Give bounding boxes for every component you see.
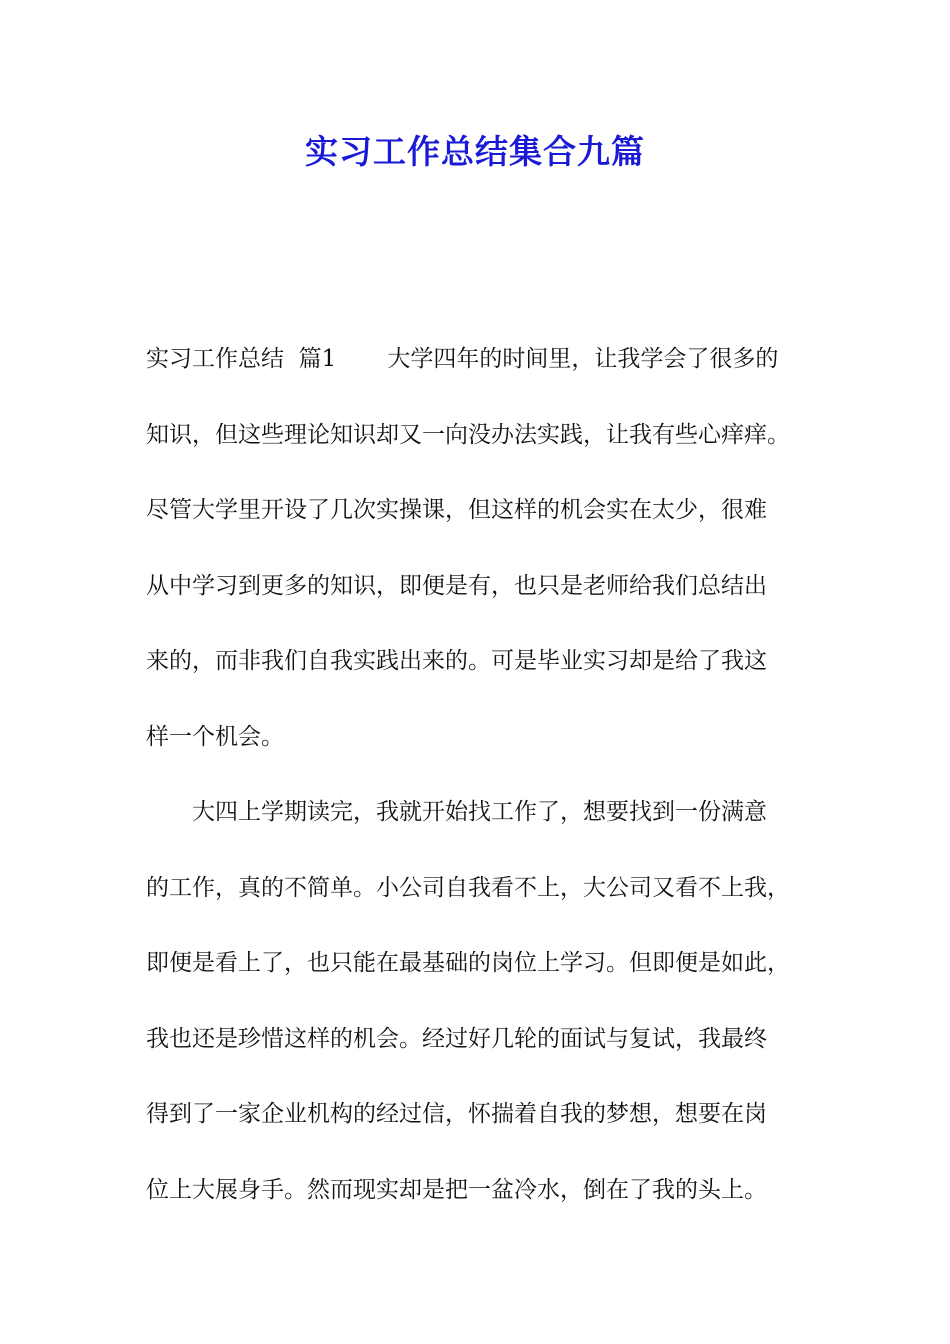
body-line: 位上大展身手。然而现实却是把一盆冷水，倒在了我的头上。 — [146, 1176, 767, 1203]
body-line: 即便是看上了，也只能在最基础的岗位上学习。但即便是如此， — [146, 950, 790, 976]
body-line: 来的，而非我们自我实践出来的。可是毕业实习却是给了我这 — [146, 648, 767, 674]
body-line: 尽管大学里开设了几次实操课，但这样的机会实在太少，很难 — [146, 497, 767, 523]
body-line: 得到了一家企业机构的经过信，怀揣着自我的梦想，想要在岗 — [146, 1101, 767, 1127]
body-line: 我也还是珍惜这样的机会。经过好几轮的面试与复试，我最终 — [146, 1025, 767, 1052]
body-line: 大四上学期读完，我就开始找工作了，想要找到一份满意 — [192, 799, 767, 825]
document-body — [146, 340, 822, 1246]
body-line: 知识，但这些理论知识却又一向没办法实践，让我有些心痒痒。 — [146, 421, 790, 448]
body-line: 实习工作总结 篇1 大学四年的时间里，让我学会了很多的 — [146, 346, 779, 372]
body-line: 从中学习到更多的知识，即便是有，也只是老师给我们总结出 — [146, 572, 767, 599]
body-line: 样一个机会。 — [146, 723, 284, 750]
document-title: 实习工作总结集合九篇 — [305, 132, 645, 171]
body-line: 的工作，真的不简单。小公司自我看不上，大公司又看不上我， — [146, 874, 790, 901]
